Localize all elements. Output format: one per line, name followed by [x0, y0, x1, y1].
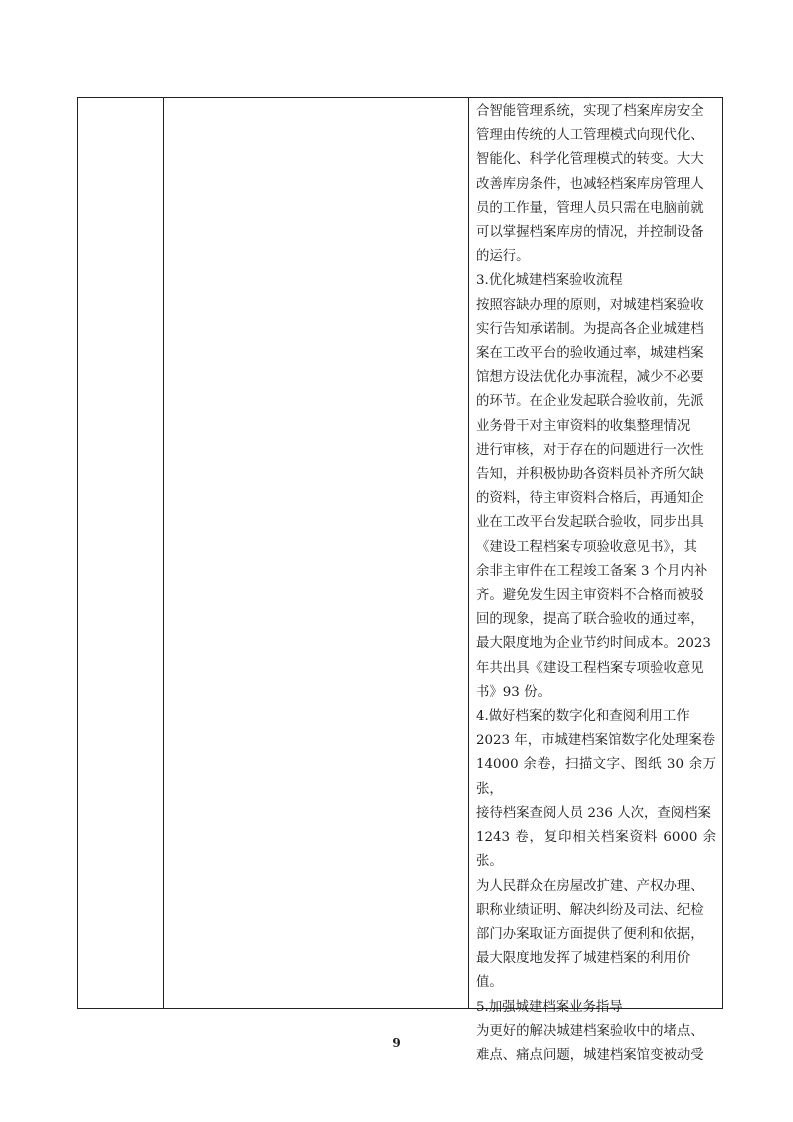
text-line: 部门办案取证方面提供了便利和依据，: [476, 926, 704, 942]
text-line: 接待档案查阅人员 236 人次，查阅档案: [476, 805, 711, 821]
document-table: [77, 97, 723, 1063]
text-line: 职称业绩证明、解决纠纷及司法、纪检: [476, 902, 704, 918]
text-line: 值。: [476, 975, 503, 991]
text-line: 馆想方设法优化办事流程，减少不必要: [476, 370, 704, 386]
text-line: 合智能管理系统，实现了档案库房安全: [476, 104, 704, 119]
text-line: 可以掌握档案库房的情况，并控制设备: [476, 225, 704, 241]
text-line: 的环节。在企业发起联合验收前，先派: [476, 394, 704, 410]
text-line: 员的工作量，管理人员只需在电脑前就: [476, 200, 704, 216]
text-line: 案在工改平台的验收通过率，城建档案: [476, 346, 704, 362]
text-line: 的资料，待主审资料合格后，再通知企: [476, 491, 704, 507]
text-line: 最大限度地发挥了城建档案的利用价: [476, 951, 691, 967]
text-line: 管理由传统的人工管理模式向现代化、: [476, 128, 704, 144]
text-line: 业务骨干对主审资料的收集整理情况: [476, 418, 691, 434]
text-line: 实行告知承诺制。为提高各企业城建档: [476, 321, 704, 337]
text-line: 年共出具《建设工程档案专项验收意见: [476, 660, 704, 676]
text-line: 书》93 份。: [476, 684, 551, 700]
text-line: 齐。避免发生因主审资料不合格而被驳: [476, 588, 704, 604]
text-line: 为更好的解决城建档案验收中的堵点、: [476, 1023, 704, 1039]
text-line: 《建设工程档案专项验收意见书》，其: [476, 539, 697, 555]
page-number: 9: [392, 1036, 401, 1050]
text-line: 难点、痛点问题，城建档案馆变被动受: [476, 1047, 704, 1063]
text-line: 最大限度地为企业节约时间成本。2023: [476, 636, 711, 652]
text-line: 的运行。: [476, 249, 530, 265]
text-line: 2023 年，市城建档案馆数字化处理案卷: [476, 733, 716, 749]
table-cell-content: [476, 100, 716, 1068]
text-line: 智能化、科学化管理模式的转变。大大: [476, 152, 704, 168]
column-divider-1: [163, 98, 164, 1008]
text-line: 4.做好档案的数字化和查阅利用工作: [476, 709, 690, 725]
column-divider-2: [468, 98, 469, 1008]
text-line: 改善库房条件，也减轻档案库房管理人: [476, 176, 704, 192]
text-line: 5.加强城建档案业务指导: [476, 999, 623, 1015]
text-line: 业在工改平台发起联合验收，同步出具: [476, 515, 704, 531]
text-line: 14000 余卷，扫描文字、图纸 30 余万张，: [476, 757, 716, 797]
text-line: 为人民群众在房屋改扩建、产权办理、: [476, 878, 704, 894]
text-line: 3.优化城建档案验收流程: [476, 273, 623, 289]
text-line: 进行审核，对于存在的问题进行一次性: [476, 442, 704, 458]
text-line: 回的现象，提高了联合验收的通过率，: [476, 612, 704, 628]
text-line: 余非主审件在工程竣工备案 3 个月内补: [476, 563, 708, 579]
text-line: 告知，并积极协助各资料员补齐所欠缺: [476, 467, 704, 483]
text-line: 按照容缺办理的原则，对城建档案验收: [476, 297, 704, 313]
text-line: 1243 卷，复印相关档案资料 6000 余张。: [476, 830, 716, 870]
